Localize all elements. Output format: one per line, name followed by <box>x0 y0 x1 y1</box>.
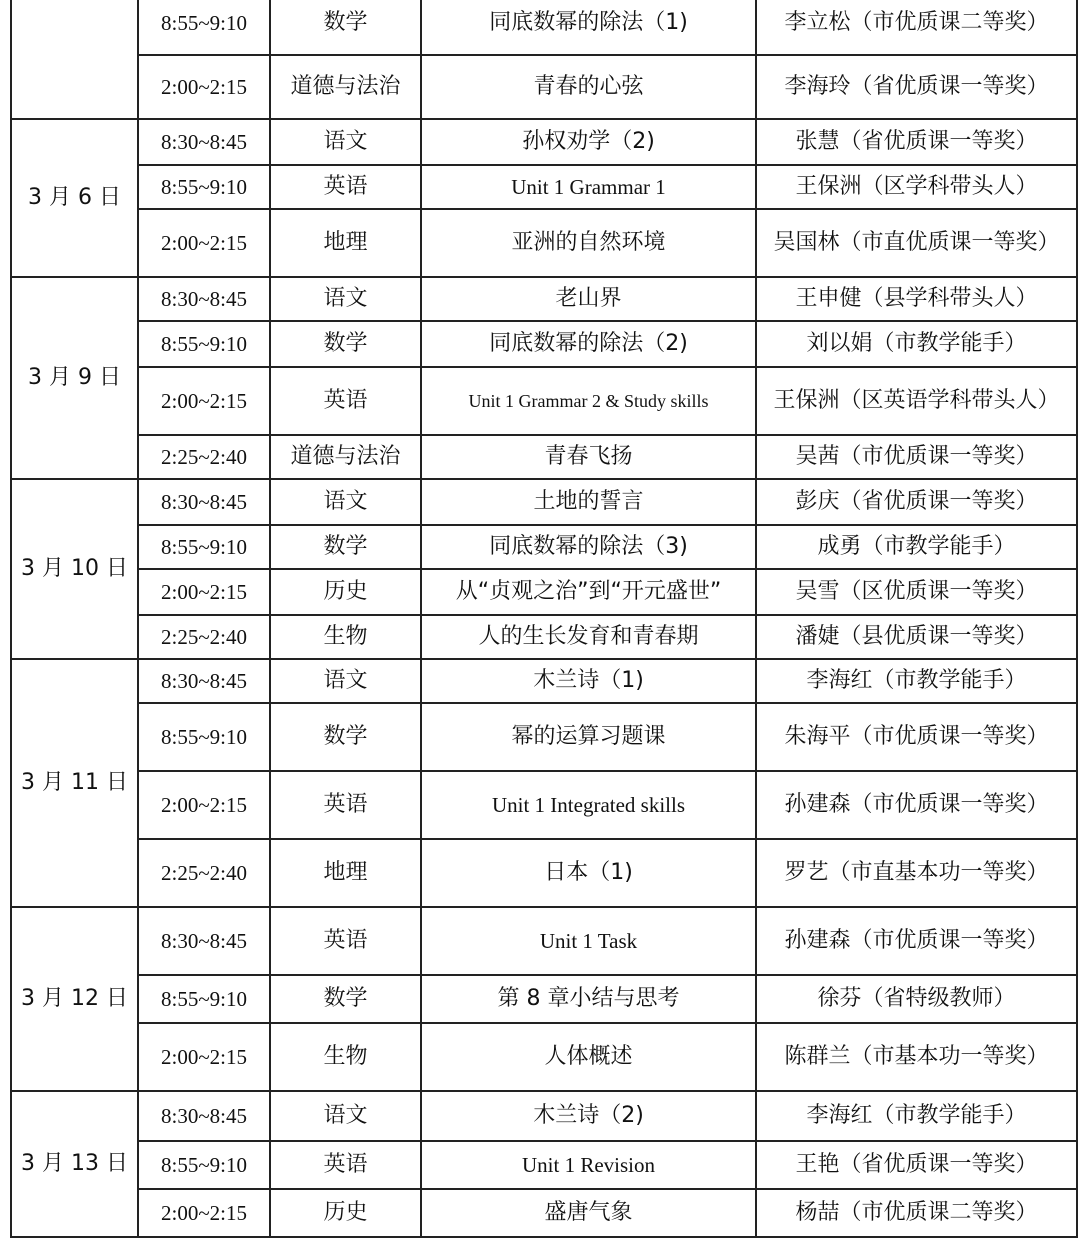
date-cell: 3 月 10 日 <box>11 479 138 659</box>
topic-cell: 从“贞观之治”到“开元盛世” <box>421 569 756 615</box>
teacher-cell: 潘婕（县优质课一等奖） <box>756 615 1077 659</box>
subject-cell: 道德与法治 <box>270 55 421 119</box>
teacher-cell: 成勇（市教学能手） <box>756 525 1077 569</box>
teacher-cell: 王保洲（区英语学科带头人） <box>756 367 1077 435</box>
time-cell: 2:00~2:15 <box>138 1189 270 1237</box>
table-row <box>11 659 1077 703</box>
time-cell: 2:25~2:40 <box>138 615 270 659</box>
teacher-cell: 刘以娟（市教学能手） <box>756 321 1077 367</box>
subject-cell: 地理 <box>270 209 421 277</box>
table-row <box>11 1023 1077 1091</box>
time-cell: 8:30~8:45 <box>138 907 270 975</box>
topic-cell: 木兰诗（1) <box>421 659 756 703</box>
topic-cell: 老山界 <box>421 277 756 321</box>
subject-cell: 语文 <box>270 1091 421 1141</box>
subject-cell: 语文 <box>270 659 421 703</box>
topic-cell: 同底数幂的除法（3) <box>421 525 756 569</box>
topic-cell: 人体概述 <box>421 1023 756 1091</box>
topic-cell: 亚洲的自然环境 <box>421 209 756 277</box>
time-cell: 2:00~2:15 <box>138 367 270 435</box>
teacher-cell: 吴茜（市优质课一等奖） <box>756 435 1077 479</box>
time-cell: 2:00~2:15 <box>138 1023 270 1091</box>
table-row <box>11 209 1077 277</box>
time-cell: 2:00~2:15 <box>138 209 270 277</box>
teacher-cell: 朱海平（市优质课一等奖） <box>756 703 1077 771</box>
time-cell: 2:25~2:40 <box>138 839 270 907</box>
subject-cell: 语文 <box>270 119 421 165</box>
teacher-cell: 吴雪（区优质课一等奖） <box>756 569 1077 615</box>
table-row <box>11 615 1077 659</box>
date-cell: 3 月 9 日 <box>11 277 138 479</box>
teacher-cell: 杨喆（市优质课二等奖） <box>756 1189 1077 1237</box>
subject-cell: 数学 <box>270 321 421 367</box>
subject-cell: 英语 <box>270 907 421 975</box>
teacher-cell: 陈群兰（市基本功一等奖） <box>756 1023 1077 1091</box>
subject-cell: 数学 <box>270 975 421 1023</box>
teacher-cell: 张慧（省优质课一等奖） <box>756 119 1077 165</box>
time-cell: 2:00~2:15 <box>138 55 270 119</box>
time-cell: 8:55~9:10 <box>138 525 270 569</box>
subject-cell: 道德与法治 <box>270 435 421 479</box>
time-cell: 8:55~9:10 <box>138 975 270 1023</box>
teacher-cell: 徐芬（省特级教师） <box>756 975 1077 1023</box>
teacher-cell: 罗艺（市直基本功一等奖） <box>756 839 1077 907</box>
subject-cell: 历史 <box>270 569 421 615</box>
subject-cell: 语文 <box>270 277 421 321</box>
subject-cell: 地理 <box>270 839 421 907</box>
table-row <box>11 119 1077 165</box>
subject-cell: 英语 <box>270 1141 421 1189</box>
teacher-cell: 李立松（市优质课二等奖） <box>756 0 1077 55</box>
table-row <box>11 907 1077 975</box>
topic-cell: 同底数幂的除法（2) <box>421 321 756 367</box>
topic-cell: 盛唐气象 <box>421 1189 756 1237</box>
date-cell <box>11 0 138 119</box>
teacher-cell: 吴国林（市直优质课一等奖） <box>756 209 1077 277</box>
time-cell: 8:30~8:45 <box>138 119 270 165</box>
topic-cell: Unit 1 Integrated skills <box>421 771 756 839</box>
subject-cell: 语文 <box>270 479 421 525</box>
subject-cell: 英语 <box>270 165 421 209</box>
topic-cell: 人的生长发育和青春期 <box>421 615 756 659</box>
subject-cell: 英语 <box>270 771 421 839</box>
subject-cell: 生物 <box>270 1023 421 1091</box>
topic-cell: 孙权劝学（2) <box>421 119 756 165</box>
topic-cell: 青春飞扬 <box>421 435 756 479</box>
time-cell: 8:55~9:10 <box>138 165 270 209</box>
table-row <box>11 321 1077 367</box>
date-cell: 3 月 12 日 <box>11 907 138 1091</box>
time-cell: 8:55~9:10 <box>138 1141 270 1189</box>
time-cell: 8:30~8:45 <box>138 277 270 321</box>
table-row <box>11 165 1077 209</box>
time-cell: 8:30~8:45 <box>138 1091 270 1141</box>
topic-cell: Unit 1 Grammar 1 <box>421 165 756 209</box>
table-row <box>11 1091 1077 1141</box>
teacher-cell: 王保洲（区学科带头人） <box>756 165 1077 209</box>
topic-cell: 木兰诗（2) <box>421 1091 756 1141</box>
date-cell: 3 月 13 日 <box>11 1091 138 1237</box>
topic-cell: Unit 1 Task <box>421 907 756 975</box>
table-row <box>11 569 1077 615</box>
subject-cell: 历史 <box>270 1189 421 1237</box>
subject-cell: 生物 <box>270 615 421 659</box>
time-cell: 8:55~9:10 <box>138 0 270 55</box>
time-cell: 8:55~9:10 <box>138 321 270 367</box>
teacher-cell: 王艳（省优质课一等奖） <box>756 1141 1077 1189</box>
time-cell: 8:55~9:10 <box>138 703 270 771</box>
subject-cell: 数学 <box>270 525 421 569</box>
table-row <box>11 703 1077 771</box>
subject-cell: 数学 <box>270 703 421 771</box>
teacher-cell: 李海玲（省优质课一等奖） <box>756 55 1077 119</box>
teacher-cell: 王申健（县学科带头人） <box>756 277 1077 321</box>
table-row <box>11 975 1077 1023</box>
topic-cell: Unit 1 Revision <box>421 1141 756 1189</box>
subject-cell: 数学 <box>270 0 421 55</box>
topic-cell: 土地的誓言 <box>421 479 756 525</box>
schedule-table <box>10 0 1078 1238</box>
table-row <box>11 839 1077 907</box>
time-cell: 8:30~8:45 <box>138 479 270 525</box>
table-row <box>11 277 1077 321</box>
table-row <box>11 435 1077 479</box>
teacher-cell: 孙建森（市优质课一等奖） <box>756 907 1077 975</box>
topic-cell: 日本（1) <box>421 839 756 907</box>
teacher-cell: 李海红（市教学能手） <box>756 659 1077 703</box>
table-row <box>11 479 1077 525</box>
table-row <box>11 1141 1077 1189</box>
topic-cell: 第 8 章小结与思考 <box>421 975 756 1023</box>
topic-cell: 幂的运算习题课 <box>421 703 756 771</box>
time-cell: 2:00~2:15 <box>138 771 270 839</box>
topic-cell: 青春的心弦 <box>421 55 756 119</box>
time-cell: 8:30~8:45 <box>138 659 270 703</box>
table-row <box>11 525 1077 569</box>
table-row <box>11 771 1077 839</box>
table-row <box>11 1189 1077 1237</box>
topic-cell: 同底数幂的除法（1) <box>421 0 756 55</box>
topic-cell: Unit 1 Grammar 2 & Study skills <box>421 367 756 435</box>
date-cell: 3 月 11 日 <box>11 659 138 907</box>
teacher-cell: 李海红（市教学能手） <box>756 1091 1077 1141</box>
date-cell: 3 月 6 日 <box>11 119 138 277</box>
table-row <box>11 55 1077 119</box>
teacher-cell: 孙建森（市优质课一等奖） <box>756 771 1077 839</box>
time-cell: 2:25~2:40 <box>138 435 270 479</box>
time-cell: 2:00~2:15 <box>138 569 270 615</box>
table-row <box>11 0 1077 55</box>
teacher-cell: 彭庆（省优质课一等奖） <box>756 479 1077 525</box>
table-row <box>11 367 1077 435</box>
subject-cell: 英语 <box>270 367 421 435</box>
